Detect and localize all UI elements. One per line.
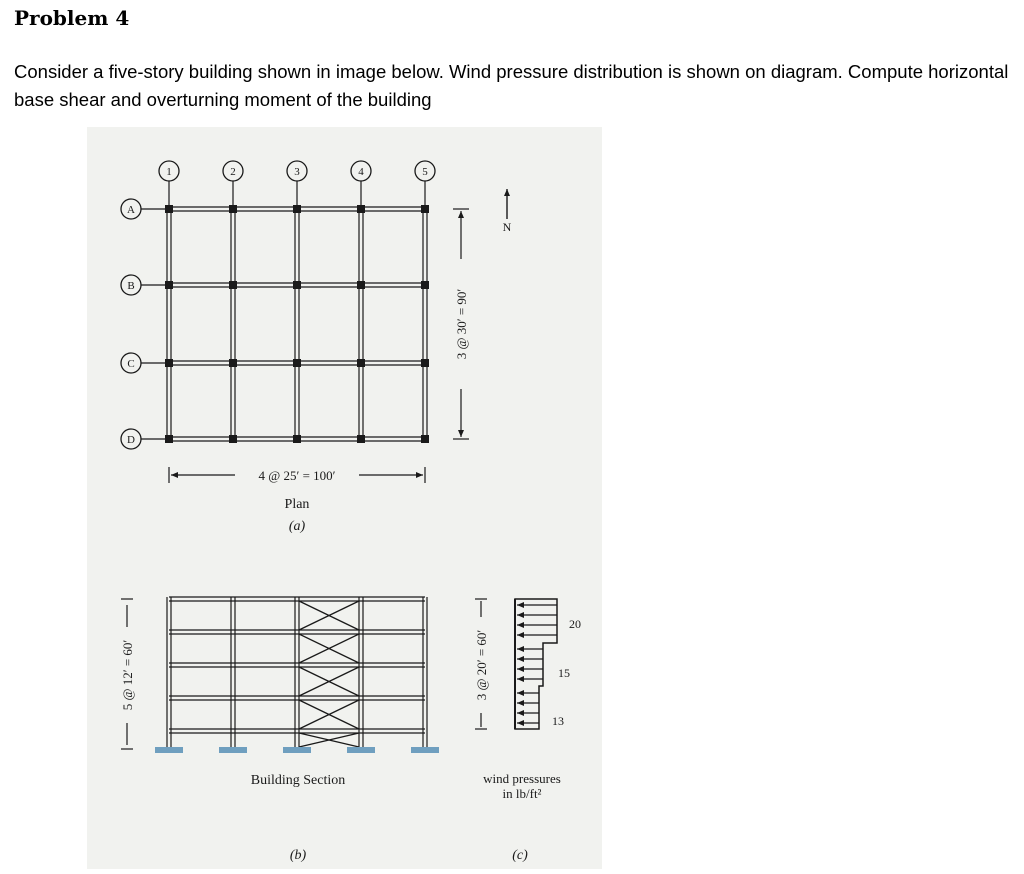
figure-svg: [87, 127, 602, 869]
row-label: D: [127, 434, 135, 446]
section-caption: (b): [289, 848, 307, 863]
plan-caption: (a): [288, 519, 306, 534]
pressure-value-top: 20: [569, 617, 581, 631]
section-label: Building Section: [250, 773, 346, 788]
pressure-value-middle: 15: [558, 666, 570, 680]
column-label: 3: [294, 166, 300, 178]
pressure-caption: (c): [512, 848, 528, 863]
figure-photo: [87, 127, 602, 869]
column-label: 1: [166, 166, 172, 178]
section-dim-left-label: 5 @ 12′ = 60′: [120, 639, 135, 711]
pressure-label-line1: wind pressures: [483, 771, 561, 786]
page-background: [87, 127, 602, 869]
row-label: B: [127, 280, 135, 292]
row-label: A: [127, 204, 135, 216]
plan-dim-horizontal-label: 4 @ 25′ = 100′: [258, 468, 336, 483]
pressure-value-bottom: 13: [552, 714, 564, 728]
problem-statement: Consider a five-story building shown in image below. Wind pressure distribution is shown on diagram. Compute horizontal base shear and overturning moment of the building: [14, 61, 1009, 110]
column-label: 2: [230, 166, 236, 178]
column-label: 5: [422, 166, 428, 178]
row-label: C: [127, 358, 135, 370]
pressure-dim-label: 3 @ 20′ = 60′: [474, 629, 489, 701]
column-label: 4: [358, 166, 364, 178]
plan-dim-vertical-label: 3 @ 30′ = 90′: [454, 288, 469, 360]
pressure-label-line2: in lb/ft²: [502, 786, 542, 801]
problem-title: Problem 4: [14, 6, 130, 30]
plan-label: Plan: [284, 497, 310, 512]
north-label: N: [502, 220, 512, 234]
